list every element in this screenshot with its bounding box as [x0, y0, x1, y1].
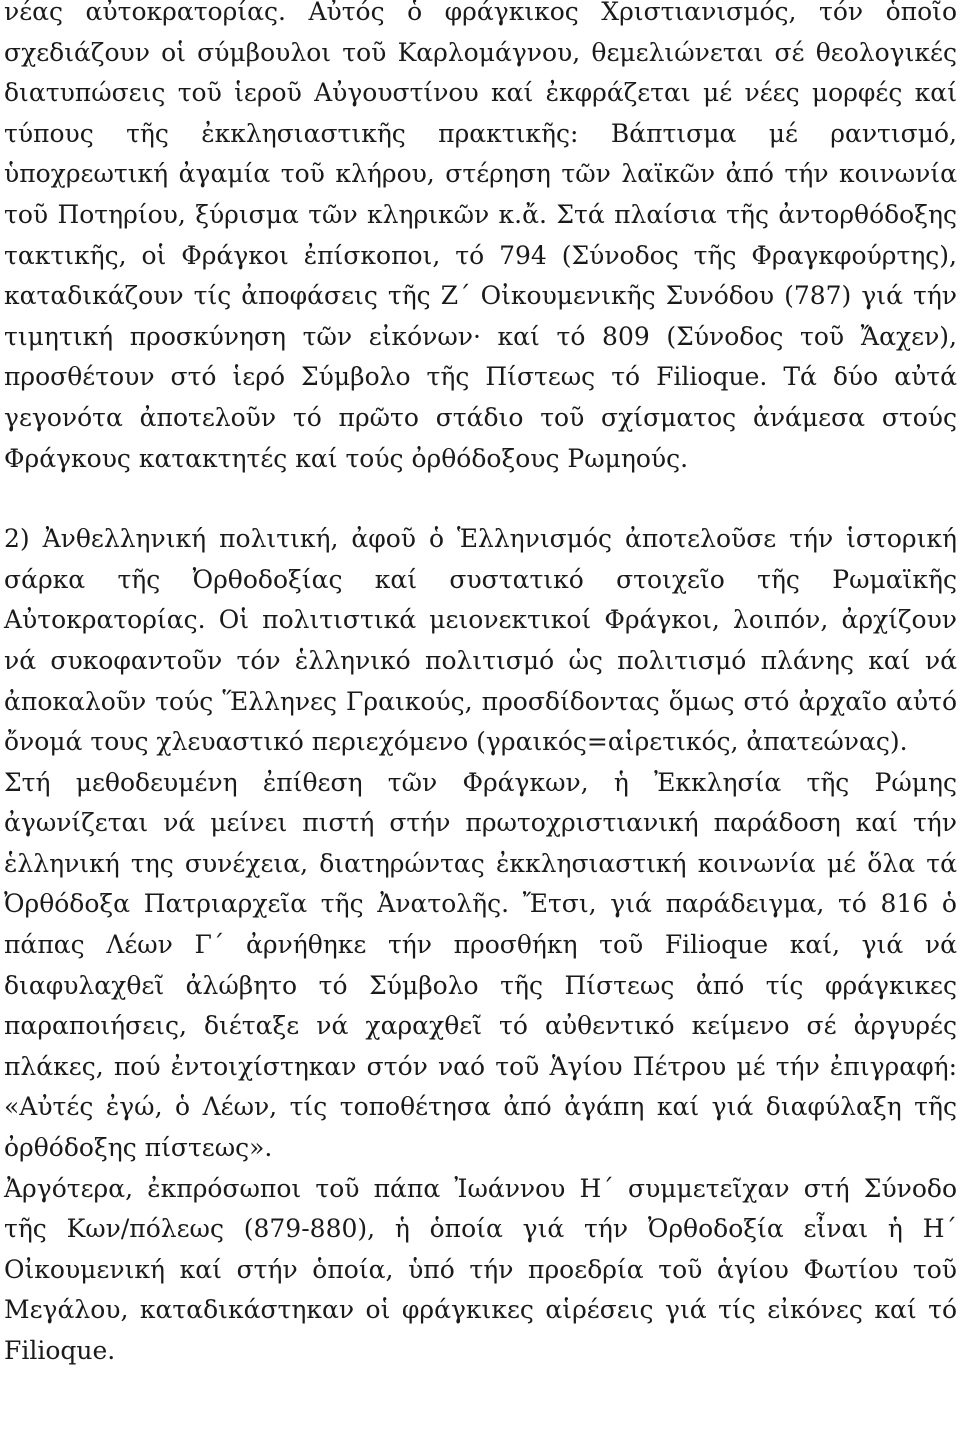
paragraph-1: νέας αὐτοκρατορίας. Αὐτός ὁ φράγκικος Χριστιανισμός, τόν ὁποῖο σχεδιάζουν οἱ σύμβουλοι τοῦ Καρλομάγνου, θεμελιώνεται σέ θεολογικές διατυπώσεις τοῦ ἱεροῦ Αὐγουστίνου καί ἐκφράζεται μέ νέες μορφές καί τύπους τῆς ἐκκλησιαστικῆς πρακτικῆς: Βάπτισμα μέ ραντισμό, ὑποχρεωτική ἀγαμία τοῦ κλήρου, στέρηση τῶν λαϊκῶν ἀπό τήν κοινωνία τοῦ Ποτηρίου, ξύρισμα τῶν κληρικῶν κ.ἄ. Στά πλαίσια τῆς ἀντορθόδοξης τακτικῆς, οἱ Φράγκοι ἐπίσκοποι, τό 794 (Σύνοδος τῆς Φραγκφούρτης), καταδικάζουν τίς ἀποφάσεις τῆς Ζ΄ Οἰκουμενικῆς Συνόδου (787) γιά τήν τιμητική προσκύνηση τῶν εἰκόνων· καί τό 809 (Σύνοδος τοῦ Ἄαχεν), προσθέτουν στό ἱερό Σύμβολο τῆς Πίστεως τό Filioque. Τά δύο αὐτά γεγονότα ἀποτελοῦν τό πρῶτο στάδιο τοῦ σχίσματος ἀνάμεσα στούς Φράγκους κατακτητές καί τούς ὀρθόδοξους Ρωμηούς.	[4, 0, 957, 473]
paragraph-4: Ἀργότερα, ἐκπρόσωποι τοῦ πάπα Ἰωάννου Η΄ συμμετεῖχαν στή Σύνοδο τῆς Κων/πόλεως (879-880), ἡ ὁποία γιά τήν Ὀρθοδοξία εἶναι ἡ Η΄ Οἰκουμενική καί στήν ὁποία, ὑπό τήν προεδρία τοῦ ἁγίου Φωτίου τοῦ Μεγάλου, καταδικάστηκαν οἱ φράγκικες αἱρέσεις γιά τίς εἰκόνες καί τό Filioque.	[4, 1173, 957, 1365]
paragraph-2: 2) Ἀνθελληνική πολιτική, ἀφοῦ ὁ Ἑλληνισμός ἀποτελοῦσε τήν ἱστορική σάρκα τῆς Ὀρθοδοξίας καί συστατικό στοιχεῖο τῆς Ρωμαϊκῆς Αὐτοκρατορίας. Οἱ πολιτιστικά μειονεκτικοί Φράγκοι, λοιπόν, ἀρχίζουν νά συκοφαντοῦν τόν ἑλληνικό πολιτισμό ὡς πολιτισμό πλάνης καί νά ἀποκαλοῦν τούς Ἕλληνες Γραικούς, προσδίδοντας ὅμως στό ἀρχαῖο αὐτό ὄνομά τους χλευαστικό περιεχόμενο (γραικός=αἱρετικός, ἀπατεώνας).	[4, 524, 957, 757]
paragraph-3: Στή μεθοδευμένη ἐπίθεση τῶν Φράγκων, ἡ Ἐκκλησία τῆς Ρώμης ἀγωνίζεται νά μείνει πιστή στήν πρωτοχριστιανική παράδοση καί τήν ἑλληνική της συνέχεια, διατηρώντας ἐκκλησιαστική κοινωνία μέ ὅλα τά Ὀρθόδοξα Πατριαρχεῖα τῆς Ἀνατολῆς. Ἔτσι, γιά παράδειγμα, τό 816 ὁ πάπας Λέων Γ΄ ἀρνήθηκε τήν προσθήκη τοῦ Filioque καί, γιά νά διαφυλαχθεῖ ἀλώβητο τό Σύμβολο τῆς Πίστεως ἀπό τίς φράγκικες παραποιήσεις, διέταξε νά χαραχθεῖ τό αὐθεντικό κείμενο σέ ἀργυρές πλάκες, πού ἐντοιχίστηκαν στόν ναό τοῦ Ἁγίου Πέτρου μέ τήν ἐπιγραφή: «Αὐτές ἐγώ, ὁ Λέων, τίς τοποθέτησα ἀπό ἀγάπη καί γιά διαφύλαξη τῆς ὀρθόδοξης πίστεως».	[4, 767, 957, 1163]
document-page	[4, 0, 957, 1372]
